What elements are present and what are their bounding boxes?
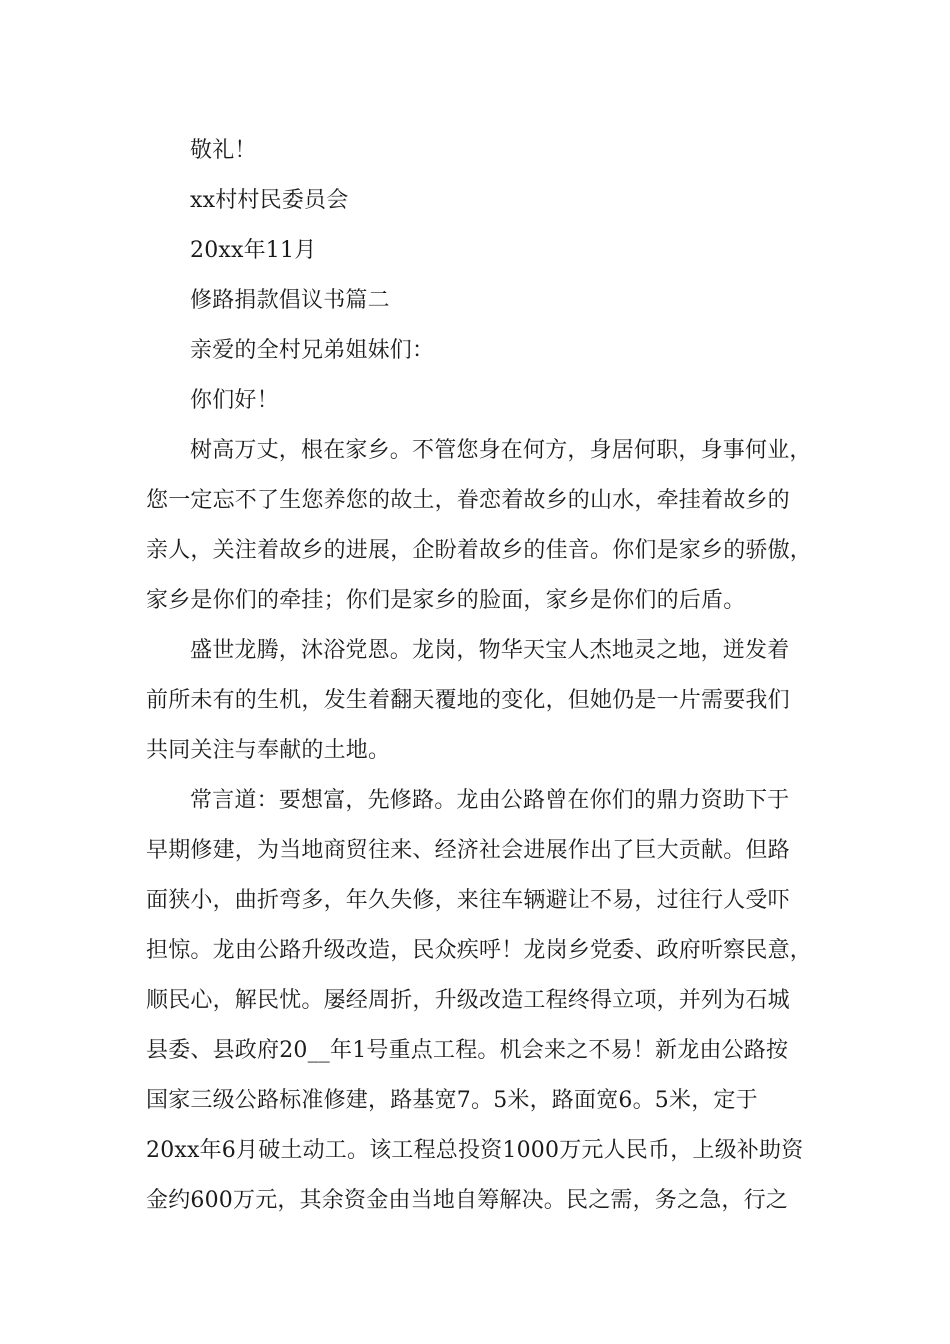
paragraph-line: 共同关注与奉献的土地。 [146,738,391,763]
section-title: 修路捐款倡议书篇二 [190,288,390,313]
paragraph-line: 金约600万元，其余资金由当地自筹解决。民之需，务之急，行之 [146,1188,788,1213]
paragraph-line: 亲人，关注着故乡的进展，企盼着故乡的佳音。你们是家乡的骄傲， [146,538,813,563]
paragraph-line: 担惊。龙由公路升级改造，民众疾呼！龙岗乡党委、政府听察民意， [146,938,813,963]
paragraph-line: 县委、县政府20__年1号重点工程。机会来之不易！新龙由公路按 [146,1038,789,1063]
paragraph-line: 您一定忘不了生您养您的故土，眷恋着故乡的山水，牵挂着故乡的 [146,488,790,513]
paragraph-line: 树高万丈，根在家乡。不管您身在何方，身居何职，身事何业， [190,438,812,463]
paragraph-line: 面狭小，曲折弯多，年久失修，来往车辆避让不易，过往行人受吓 [146,888,790,913]
closing-salute: 敬礼！ [190,138,257,163]
paragraph-line: 20xx年6月破土动工。该工程总投资1000万元人民币，上级补助资 [146,1138,804,1163]
paragraph-line: 前所未有的生机，发生着翻天覆地的变化，但她仍是一片需要我们 [146,688,790,713]
paragraph-line: 盛世龙腾，沐浴党恩。龙岗，物华天宝人杰地灵之地，迸发着 [190,638,790,663]
hello: 你们好！ [190,388,279,413]
paragraph-line: 常言道：要想富，先修路。龙由公路曾在你们的鼎力资助下于 [190,788,790,813]
signer: xx村村民委员会 [190,188,349,213]
date: 20xx年11月 [190,238,317,263]
paragraph-line: 家乡是你们的牵挂；你们是家乡的脸面，家乡是你们的后盾。 [146,588,746,613]
paragraph-line: 顺民心，解民忧。屡经周折，升级改造工程终得立项，并列为石城 [146,988,790,1013]
paragraph-line: 早期修建，为当地商贸往来、经济社会进展作出了巨大贡献。但路 [146,838,790,863]
greeting: 亲爱的全村兄弟姐妹们： [190,338,435,363]
paragraph-line: 国家三级公路标准修建，路基宽7。5米，路面宽6。5米，定于 [146,1088,758,1113]
